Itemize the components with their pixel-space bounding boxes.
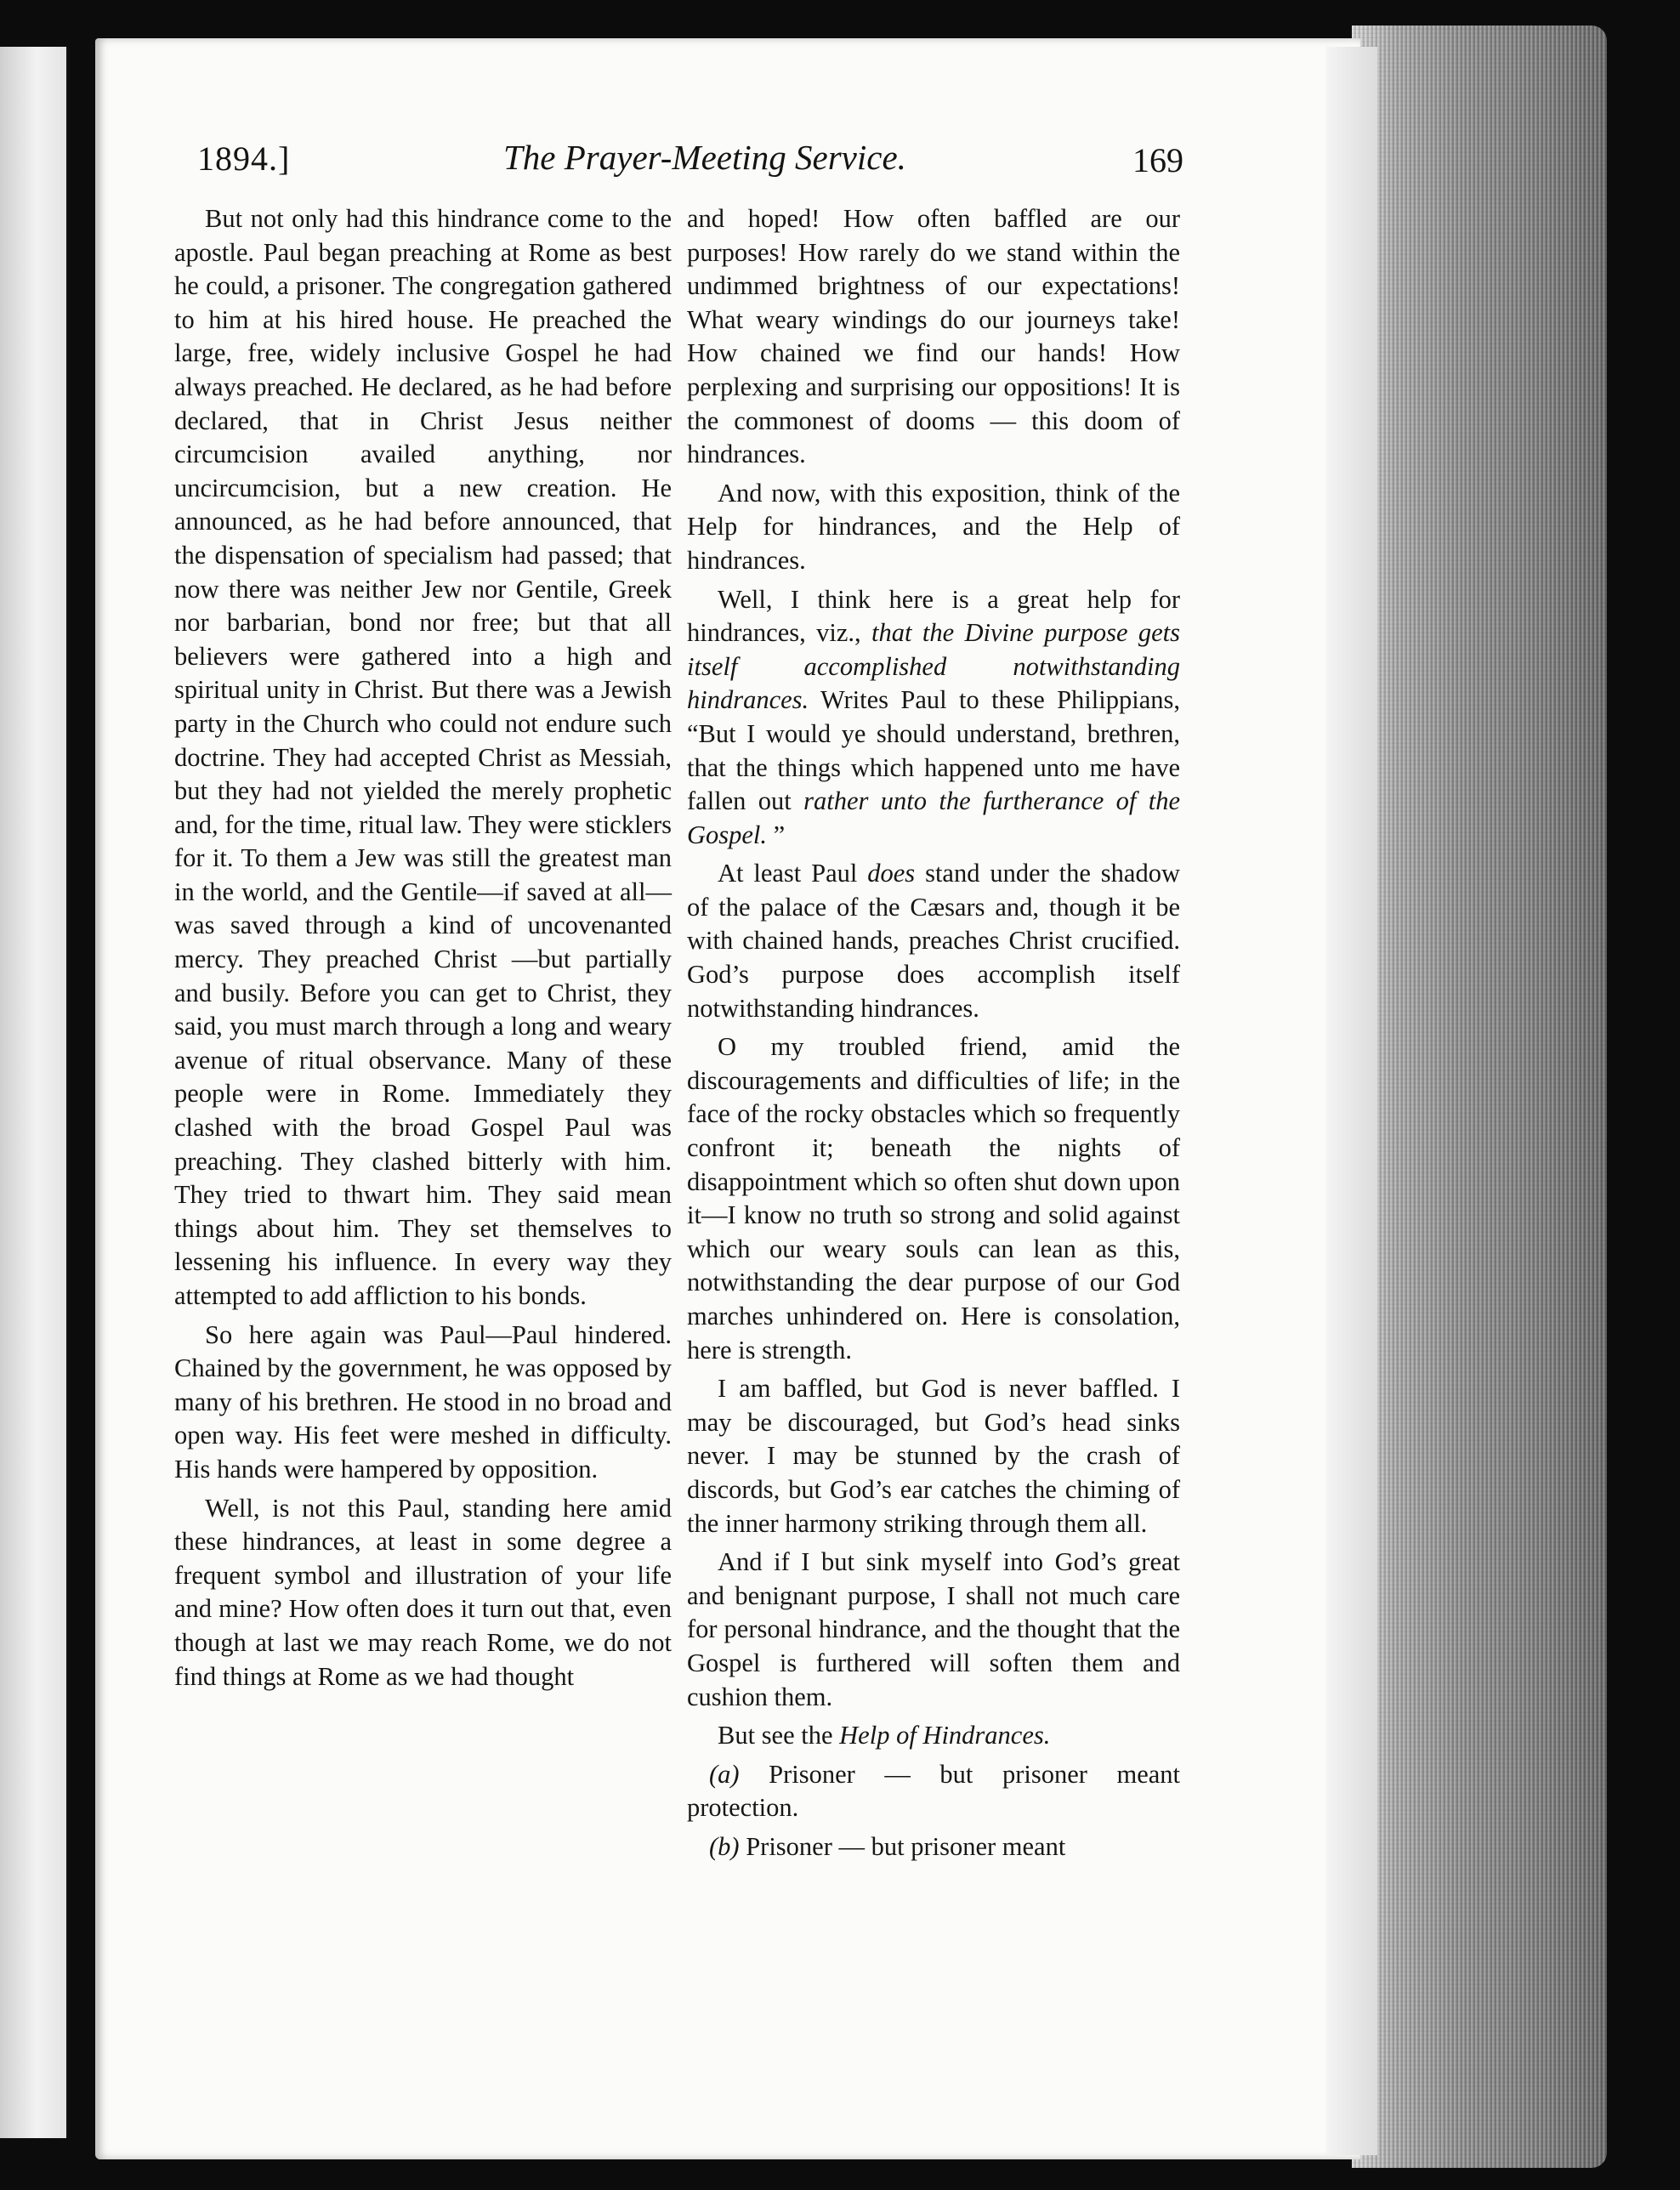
paragraph — [687, 857, 1180, 1025]
paragraph: So here again was Paul—Paul hindered. Chained by the government, he was opposed by many of his brethren. He stood in no broad and open way. His feet were meshed in difficulty. His hands were hampered by opposition. — [174, 1319, 672, 1484]
page-number: 169 — [1132, 141, 1183, 179]
paragraph — [687, 1719, 1180, 1753]
item-marker: (b) — [709, 1831, 740, 1861]
italic-text: rather unto the furtherance of the Gospel. — [687, 786, 1180, 849]
text-run: stand under the shadow of the palace of the Cæsars and, though it be with chained hands, preaches Christ crucified. God’s purpose does accomplish itself notwithstanding hindrances. — [687, 859, 1180, 1023]
left-column — [174, 202, 672, 1694]
paragraph-continued: and hoped! How often baffled are our purposes! How rarely do we stand within the undimmed brightness of our expectations! What weary windings do our journeys take! How chained we find our hands! How perplexing and surprising our oppositions! It is the commonest of dooms — this doom of hindrances. — [687, 204, 1180, 469]
text-run: ” — [767, 820, 786, 849]
text-run: Prisoner — but prisoner meant — [739, 1831, 1066, 1861]
paragraph: I am baffled, but God is never baffled. I may be discouraged, but God’s head sinks never. I may be stunned by the crash of discords, but God’s ear catches the chiming of the inner harmony striking through them all. — [687, 1374, 1180, 1538]
text-run: At least Paul — [718, 859, 868, 888]
paragraph: And now, with this exposition, think of the Help for hindrances, and the Help of hindrances. — [687, 478, 1180, 575]
list-item — [687, 1830, 1180, 1864]
paragraph: And if I but sink myself into God’s great and benignant purpose, I shall not much care for personal hindrance, and the thought that the Gospel is furthered will soften them and cushion them. — [687, 1547, 1180, 1711]
text-run: Writes Paul to these Philippians, “But I would ye should understand, brethren, that the things which happened unto me have fallen out — [687, 685, 1180, 816]
page-gutter — [1326, 47, 1377, 2155]
text-run: But see the — [718, 1721, 840, 1750]
item-marker: (a) — [709, 1759, 740, 1789]
italic-text: that the Divine purpose gets itself accomplished notwithstanding hindrances. — [687, 618, 1180, 715]
text-run: Prisoner — but prisoner meant protection. — [687, 1759, 1180, 1823]
list-item — [687, 1758, 1180, 1825]
book-page-edges — [1352, 26, 1607, 2168]
paragraph: But not only had this hindrance come to the apostle. Paul began preaching at Rome as best he could, a prisoner. The congregation gathered to him at his hired house. He preached the large, free, widely inclusive Gospel he had always preached. He declared, as he had before declared, that in Christ Jesus neither circumcision availed anything, nor uncircumcision, but a new creation. He announced, as he had before announced, that the dispensation of specialism had passed; that now there was neither Jew nor Gentile, Greek nor barbarian, bond nor free; but that all believers were gathered into a high and spiritual unity in Christ. But there was a Jewish party in the Church who could not endure such doctrine. They had accepted Christ as Messiah, but they had not yielded the merely prophetic and, for the time, ritual law. They were sticklers for it. To them a Jew was still the greatest man in the world, and the Gentile—if saved at all—was saved through a kind of uncovenanted mercy. They preached Christ —but partially and busily. Before you can get to Christ, they said, you must march through a long and weary avenue of ritual observance. Many of these people were in Rome. Immediately they clashed with the broad Gospel Paul was preaching. They clashed bitterly with him. They tried to thwart him. They said mean things about him. They set themselves to lessening his influence. In every way they attempted to add affliction to his bonds. — [174, 204, 672, 1310]
italic-text: does — [867, 859, 916, 888]
paragraph — [687, 583, 1180, 853]
right-column — [687, 202, 1180, 1864]
paragraph: O my troubled friend, amid the discouragements and difficulties of life; in the face of the rocky obstacles which so frequently confront it; beneath the nights of disappointment which so often shut down upon it—I know no truth so strong and solid against which our weary souls can lean as this, notwithstanding the dear purpose of our God marches unhindered on. Here is consolation, here is strength. — [687, 1032, 1180, 1364]
previous-page-edge — [0, 47, 69, 2138]
italic-text: Help of Hindrances. — [839, 1721, 1051, 1750]
running-head-title: The Prayer-Meeting Service. — [503, 138, 906, 177]
running-head — [197, 132, 1183, 183]
text-run: Well, I think here is a great help for hindrances, viz., — [687, 584, 1180, 648]
running-head-year: 1894.] — [197, 139, 291, 178]
paragraph: Well, is not this Paul, standing here amid these hindrances, at least in some degree a frequent symbol and illustration of your life and mine? How often does it turn out that, even though at last we may reach Rome, we do not find things at Rome as we had thought — [174, 1493, 672, 1691]
